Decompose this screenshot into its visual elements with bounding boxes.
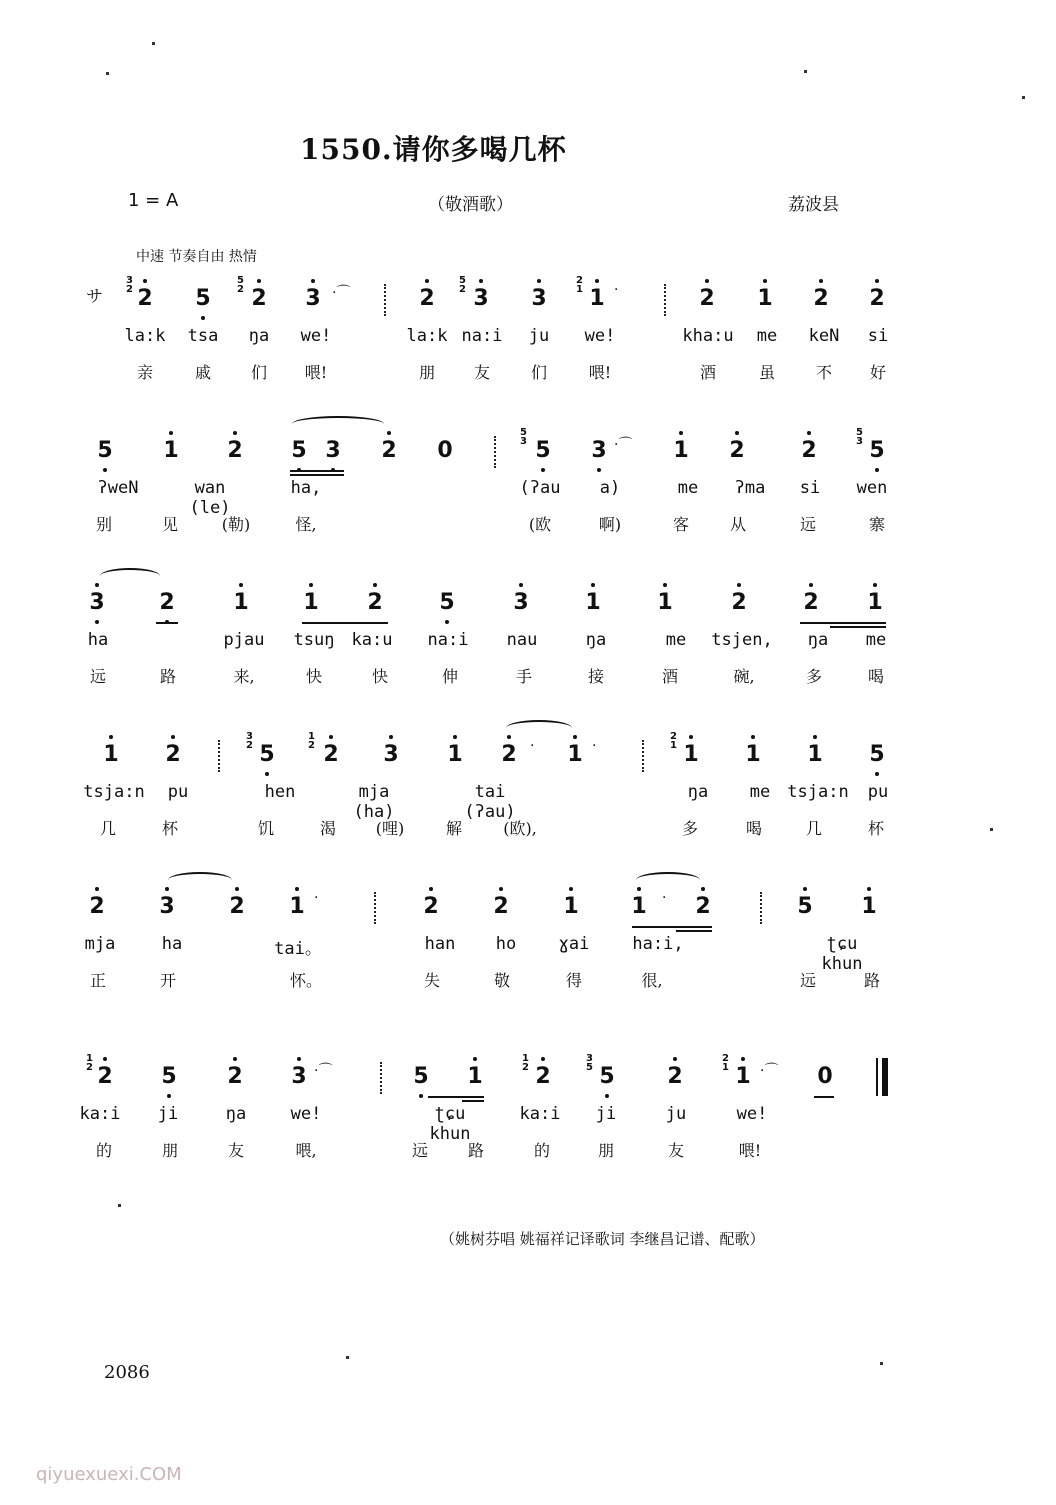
note: 0 [437, 438, 453, 463]
romanization: we! [736, 1104, 768, 1124]
romanization: a) [599, 478, 621, 498]
romanization: tsjen, [711, 630, 773, 650]
lyric: 失 [423, 971, 440, 990]
romanization: (ʔau [519, 478, 561, 498]
lyric: 解 [445, 819, 462, 838]
lyric: 友 [473, 363, 490, 382]
romanization: ha [161, 934, 183, 954]
romanization: tai (ʔau) [464, 782, 516, 822]
lyric: 伸 [441, 667, 458, 686]
note: 3 [584, 438, 614, 463]
lyric: 杯 [161, 819, 178, 838]
romanization: tai。 [274, 939, 322, 959]
lyric: 喝 [867, 667, 884, 686]
note: 1 [750, 286, 780, 311]
note: 5 [432, 590, 462, 615]
note: 5 [154, 1064, 184, 1089]
lyric: 见 [161, 515, 178, 534]
romanization: na:i [427, 630, 469, 650]
note: 2 [796, 590, 826, 615]
romanization: tsja:n [787, 782, 849, 802]
lyric: (欧), [503, 819, 537, 838]
note: 3 [506, 590, 536, 615]
romanization: ho [495, 934, 517, 954]
lyric: 多 [681, 819, 698, 838]
note: 1 [556, 894, 586, 919]
lyric: 喂! [304, 363, 328, 382]
romanization: tsja:n [83, 782, 145, 802]
region-label: 荔波县 [788, 195, 839, 215]
romanization: han [424, 934, 456, 954]
romanization: kha:u [682, 326, 734, 346]
score-row-5: 2 3 2 1 · 2 2 1 1 · 2 5 1 mja ha tai。 han ho ɣai ha:i, ʈɕu khun 正 开 怀。 失 敬 得 很, 远 路 [0, 884, 1056, 1014]
romanization: pu [867, 782, 889, 802]
note: 3 [524, 286, 554, 311]
lyric: 怪, [295, 515, 317, 534]
romanization: we! [584, 326, 616, 346]
lyric: (哩) [375, 819, 405, 838]
credits: （姚树芬唱 姚福祥记译歌词 李继昌记谱、配歌） [440, 1230, 765, 1248]
romanization: la:k [124, 326, 166, 346]
lyric: 杯 [867, 819, 884, 838]
lyric: 多 [805, 667, 822, 686]
note: 1 [282, 894, 312, 919]
note: 2 [416, 894, 446, 919]
note: 2 [412, 286, 442, 311]
lyric: 们 [530, 363, 547, 382]
note: 2 [374, 438, 404, 463]
lyric: 很, [641, 971, 663, 990]
subtitle: （敬酒歌） [428, 195, 513, 215]
note: 5 [592, 1064, 622, 1089]
romanization: ha [87, 630, 109, 650]
romanization: pjau [223, 630, 265, 650]
lyric: 的 [95, 1141, 112, 1160]
lyric: 远 [799, 515, 816, 534]
lyric: 喝 [745, 819, 762, 838]
lyric: 喂! [588, 363, 612, 382]
note: 1 [578, 590, 608, 615]
note: 1 [226, 590, 256, 615]
romanization: nau [506, 630, 538, 650]
note: 2 [82, 894, 112, 919]
note: 2 [222, 894, 252, 919]
romanization: hen [264, 782, 296, 802]
note: 1 [738, 742, 768, 767]
note: 3 [284, 1064, 314, 1089]
lyric: 啊) [598, 515, 622, 534]
romanization: ʔma [734, 478, 766, 498]
lyric: 来, [233, 667, 255, 686]
romanization: me [756, 326, 778, 346]
note: 5 [90, 438, 120, 463]
lyric: 饥 [257, 819, 274, 838]
note: 2 [130, 286, 160, 311]
lyric: (勒) [221, 515, 251, 534]
note: 1 [860, 590, 890, 615]
lyric: 得 [565, 971, 582, 990]
note: 2 [316, 742, 346, 767]
romanization: ka:u [351, 630, 393, 650]
romanization: ʔweN [97, 478, 139, 498]
romanization: la:k [406, 326, 448, 346]
lyric: 碗, [733, 667, 755, 686]
romanization: wen [856, 478, 888, 498]
note: 5 [188, 286, 218, 311]
note: 0 [817, 1064, 833, 1089]
note: 1 [582, 286, 612, 311]
romanization: ka:i [519, 1104, 561, 1124]
romanization: ji [595, 1104, 617, 1124]
romanization: ʈɕu khun [429, 1104, 471, 1144]
lyric: 开 [159, 971, 176, 990]
lyric: 的 [533, 1141, 550, 1160]
score-row-3 [0, 580, 1056, 710]
tempo-marking: 中速 节奏自由 热情 [136, 249, 257, 265]
note: 1 [728, 1064, 758, 1089]
lyric: 几 [99, 819, 116, 838]
romanization: we! [300, 326, 332, 346]
lyric: 怀。 [289, 971, 322, 990]
scan-speck [990, 828, 993, 831]
romanization: ŋa [248, 326, 270, 346]
romanization: ka:i [79, 1104, 121, 1124]
note: 2 [692, 286, 722, 311]
note: 2 [486, 894, 516, 919]
note: 1 [96, 742, 126, 767]
scan-speck [346, 1356, 349, 1359]
lyric: 远 [411, 1141, 428, 1160]
note: 3 [152, 894, 182, 919]
note: 2 [152, 590, 182, 615]
scan-speck [880, 1362, 883, 1365]
romanization: ʈɕu khun [821, 934, 863, 974]
note: 1 [560, 742, 590, 767]
note: 1 [156, 438, 186, 463]
romanization: ha:i, [632, 934, 684, 954]
note: 5 [528, 438, 558, 463]
romanization: tsa [187, 326, 219, 346]
lyric: 接 [587, 667, 604, 686]
scan-speck [152, 42, 155, 45]
scan-speck [804, 70, 807, 73]
score-row-4: 1 2 3 2 5 1 2 2 3 1 2 · 1 · 2 1 1 1 1 5 tsja:n pu hen mja (ha) tai (ʔau) ŋa me tsja:n pu 几 杯 饥 渴 (哩) 解 (欧), 多 喝 几 杯 [0, 732, 1056, 862]
page-number: 2086 [104, 1362, 150, 1383]
scan-speck [1022, 96, 1025, 99]
romanization: ŋa [687, 782, 709, 802]
note: 1 [440, 742, 470, 767]
note: 2 [220, 1064, 250, 1089]
note: 2 [722, 438, 752, 463]
lyric: 手 [515, 667, 532, 686]
watermark: qiyuexuexi.COM [36, 1464, 182, 1485]
romanization: na:i [461, 326, 503, 346]
score-row-6: 1 2 2 5 2 3 ·⌒ 5 1 1 2 2 3 5 5 2 2 1 1 ·⌒ 0 ka:i ji ŋa we! ʈɕu khun ka:i ji ju we! 的 朋 友 喂, 远 路 的 朋 友 喂! [0, 1054, 1056, 1184]
note: 3 [298, 286, 328, 311]
romanization: me [677, 478, 699, 498]
note: 3 [318, 438, 348, 463]
lyric: 路 [467, 1141, 484, 1160]
romanization: ha, [290, 478, 322, 498]
note: 1 [676, 742, 706, 767]
note: 1 [296, 590, 326, 615]
lyric: 酒 [661, 667, 678, 686]
lyric: 亲 [136, 363, 153, 382]
note: 5 [862, 742, 892, 767]
lyric: 戚 [194, 363, 211, 382]
romanization: si [867, 326, 889, 346]
lyric: 朋 [597, 1141, 614, 1160]
lyric: 别 [95, 515, 112, 534]
note: 1 [854, 894, 884, 919]
song-title: 1550.请你多喝几杯 [300, 133, 567, 166]
romanization: pu [167, 782, 189, 802]
lyric: 远 [89, 667, 106, 686]
lyric: 快 [305, 667, 322, 686]
note: 5 [862, 438, 892, 463]
scan-speck [118, 1204, 121, 1207]
note: 3 [82, 590, 112, 615]
romanization: we! [290, 1104, 322, 1124]
note: 2 [494, 742, 524, 767]
lyric: 朋 [161, 1141, 178, 1160]
romanization: ɣai [558, 934, 590, 954]
note: 2 [244, 286, 274, 311]
lyric: 远 [799, 971, 816, 990]
scan-speck [106, 72, 109, 75]
note: 3 [376, 742, 406, 767]
score-row-1: 3 2 2 5 5 2 2 3 ·⌒ 2 5 2 3 3 2 1 1 · 2 1 2 2 la:k tsa ŋa we! la:k na:i ju we! kha:u me keN si 亲 戚 们 喂! 朋 友 们 喂! 酒 虽 不 好 [0, 276, 1056, 406]
lyric: 渴 [319, 819, 336, 838]
score-row-2: 5 1 2 5 3 2 0 5 3 5 3 ·⌒ 1 2 2 5 3 5 ʔweN wan (le) ha, (ʔau a) me ʔma si wen 别 见 (勒) 怪, (欧 啊) 客 从 远 寨 [0, 428, 1056, 558]
note: 2 [360, 590, 390, 615]
romanization: ŋa [585, 630, 607, 650]
note: 3 [466, 286, 496, 311]
lyric: 朋 [418, 363, 435, 382]
romanization: mja [84, 934, 116, 954]
note: 1 [460, 1064, 490, 1089]
lyric: 不 [815, 363, 832, 382]
lyric: 友 [667, 1141, 684, 1160]
lyric: 喂! [738, 1141, 762, 1160]
note: 5 [790, 894, 820, 919]
romanization: ju [665, 1104, 687, 1124]
romanization: si [799, 478, 821, 498]
lyric: 虽 [758, 363, 775, 382]
lyric: 喂, [295, 1141, 317, 1160]
lyric: 正 [89, 971, 106, 990]
note: 2 [806, 286, 836, 311]
romanization: ji [157, 1104, 179, 1124]
lyric: 好 [869, 363, 886, 382]
lyric: 寨 [868, 515, 885, 534]
lyric: 路 [863, 971, 880, 990]
note: 1 [624, 894, 654, 919]
romanization: ŋa [225, 1104, 247, 1124]
romanization: keN [808, 326, 840, 346]
lyric: 从 [729, 515, 746, 534]
romanization: me [665, 630, 687, 650]
lyric: (欧 [528, 515, 552, 534]
free-meter-sign: サ [86, 287, 103, 307]
romanization: me [865, 630, 887, 650]
romanization: ju [528, 326, 550, 346]
key-signature: 1 = A [128, 190, 179, 211]
lyric: 敬 [493, 971, 510, 990]
note: 5 [284, 438, 314, 463]
lyric: 路 [159, 667, 176, 686]
romanization: wan (le) [189, 478, 231, 518]
note: 5 [406, 1064, 436, 1089]
lyric: 几 [805, 819, 822, 838]
note: 5 [252, 742, 282, 767]
note: 2 [862, 286, 892, 311]
note: 2 [220, 438, 250, 463]
lyric: 快 [371, 667, 388, 686]
lyric: 们 [250, 363, 267, 382]
romanization: ŋa [807, 630, 829, 650]
note: 2 [724, 590, 754, 615]
note: 1 [650, 590, 680, 615]
note: 2 [688, 894, 718, 919]
lyric: 酒 [699, 363, 716, 382]
romanization: me [749, 782, 771, 802]
lyric: 友 [227, 1141, 244, 1160]
lyric: 客 [672, 515, 689, 534]
note: 2 [660, 1064, 690, 1089]
note: 1 [800, 742, 830, 767]
romanization: tsuŋ [293, 630, 335, 650]
romanization: mja (ha) [353, 782, 395, 822]
note: 2 [158, 742, 188, 767]
note: 2 [90, 1064, 120, 1089]
note: 2 [794, 438, 824, 463]
note: 1 [666, 438, 696, 463]
note: 2 [528, 1064, 558, 1089]
